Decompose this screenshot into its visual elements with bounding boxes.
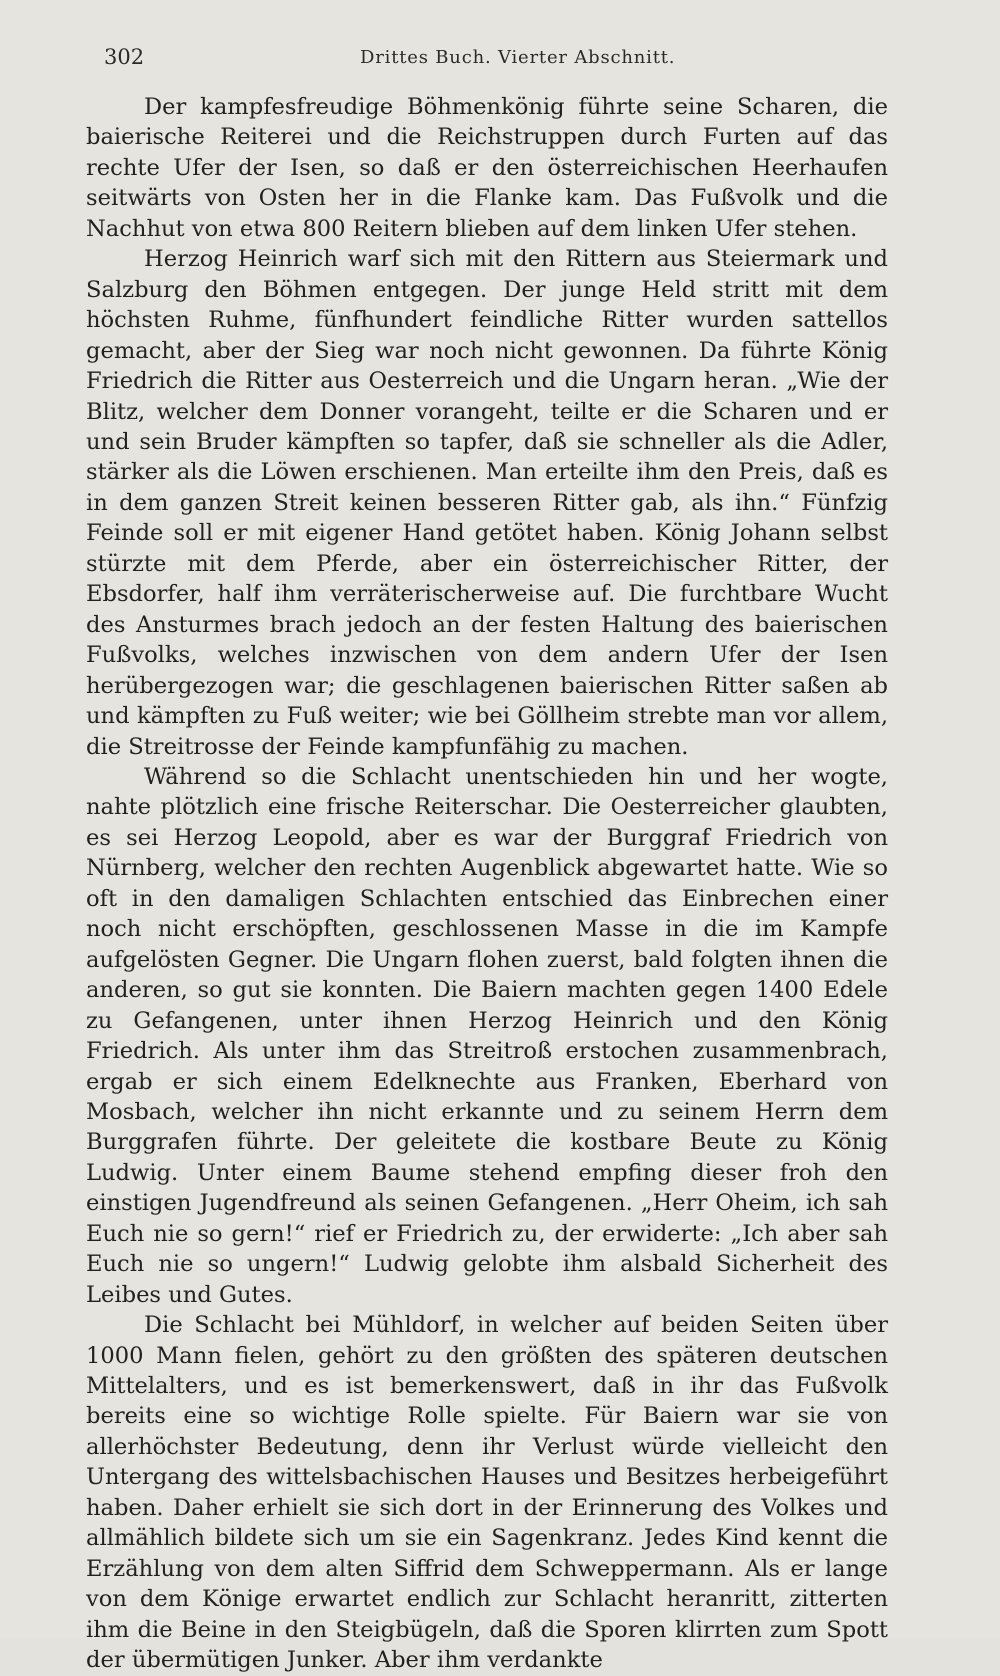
body-text xyxy=(86,92,888,1674)
paragraph: Während so die Schlacht unentschieden hin und her wogte, nahte plötzlich eine frische Reiterschar. Die Oesterreicher glaubten, es sei Herzog Leopold, aber es war der Burggraf Friedrich von Nürnberg, welcher den rechten Augenblick abgewartet hatte. Wie so oft in den damaligen Schlachten entschied das Einbrechen einer noch nicht erschöpften, geschlossenen Masse in die im Kampfe aufgelösten Gegner. Die Ungarn flohen zuerst, bald folgten ihnen die anderen, so gut sie konnten. Die Baiern machten gegen 1400 Edele zu Gefangenen, unter ihnen Herzog Heinrich und den König Friedrich. Als unter ihm das Streitroß erstochen zusammenbrach, ergab er sich einem Edelknechte aus Franken, Eberhard von Mosbach, welcher ihn nicht erkannte und zu seinem Herrn dem Burggrafen führte. Der geleitete die kostbare Beute zu König Ludwig. Unter einem Baume stehend empfing dieser froh den einstigen Jugendfreund als seinen Gefangenen. „Herr Oheim, ich sah Euch nie so gern!“ rief er Friedrich zu, der erwiderte: „Ich aber sah Euch nie so ungern!“ Ludwig gelobte ihm alsbald Sicherheit des Leibes und Gutes. xyxy=(86,763,888,1308)
running-head: Drittes Buch. Vierter Abschnitt. xyxy=(360,47,676,68)
paragraph: Der kampfesfreudige Böhmenkönig führte seine Scharen, die baierische Reiterei und die Reichstruppen durch Furten auf das rechte Ufer der Isen, so daß er den österreichischen Heerhaufen seitwärts von Osten her in die Flanke kam. Das Fußvolk und die Nachhut von etwa 800 Reitern blieben auf dem linken Ufer stehen. xyxy=(86,94,888,242)
paragraph: Herzog Heinrich warf sich mit den Rittern aus Steiermark und Salzburg den Böhmen entgegen. Der junge Held stritt mit dem höchsten Ruhme, fünfhundert feindliche Ritter wurden sattellos gemacht, aber der Sieg war noch nicht gewonnen. Da führte König Friedrich die Ritter aus Oesterreich und die Ungarn heran. „Wie der Blitz, welcher dem Donner vorangeht, teilte er die Scharen und er und sein Bruder kämpften so tapfer, daß sie schneller als die Adler, stärker als die Löwen erschienen. Man erteilte ihm den Preis, daß es in dem ganzen Streit keinen besseren Ritter gab, als ihn.“ Fünfzig Feinde soll er mit eigener Hand getötet haben. König Johann selbst stürzte mit dem Pferde, aber ein österreichischer Ritter, der Ebsdorfer, half ihm verräterischerweise auf. Die furchtbare Wucht des Ansturmes brach jedoch an der festen Haltung des baierischen Fußvolks, welches inzwischen von dem andern Ufer der Isen herübergezogen war; die geschlagenen baierischen Ritter saßen ab und kämpften zu Fuß weiter; wie bei Göllheim strebte man vor allem, die Streitrosse der Feinde kampfunfähig zu machen. xyxy=(86,246,888,760)
page-header xyxy=(104,45,874,75)
paragraph: Die Schlacht bei Mühldorf, in welcher auf beiden Seiten über 1000 Mann fielen, gehört zu den größten des späteren deutschen Mittelalters, und es ist bemerkenswert, daß in ihr das Fußvolk bereits eine so wichtige Rolle spielte. Für Baiern war sie von allerhöchster Bedeutung, denn ihr Verlust würde vielleicht den Untergang des wittelsbachischen Hauses und Besitzes herbeigeführt haben. Daher erhielt sie sich dort in der Erinnerung des Volkes und allmählich bildete sich um sie ein Sagenkranz. Jedes Kind kennt die Erzählung von dem alten Siffrid dem Schweppermann. Als er lange von dem Könige erwartet endlich zur Schlacht heranritt, zitterten ihm die Beine in den Steigbügeln, daß die Sporen klirrten zum Spott der übermütigen Junker. Aber ihm verdankte xyxy=(86,1312,888,1674)
page-number: 302 xyxy=(104,45,145,69)
